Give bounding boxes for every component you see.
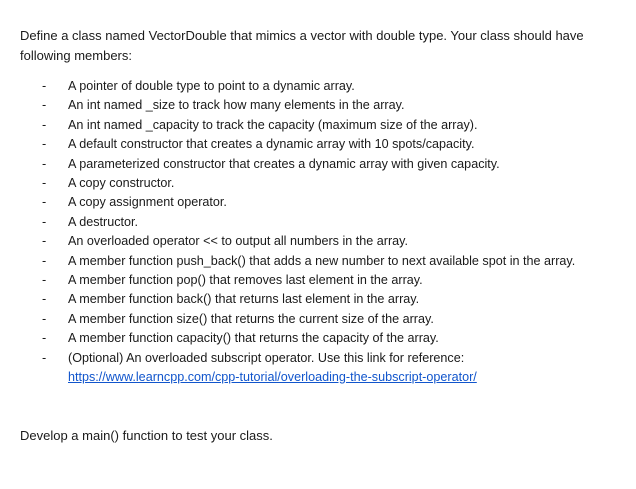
bullet-dash: -: [42, 214, 47, 229]
list-item: - An overloaded operator << to output all numbers in the array.: [20, 232, 626, 251]
bullet-dash: -: [42, 273, 47, 288]
list-item-optional: [20, 349, 626, 388]
bullet-dash: -: [42, 79, 47, 93]
list-item: - A member function size() that returns the current size of the array.: [20, 310, 626, 329]
list-item: - An int named _size to track how many elements in the array.: [20, 96, 626, 115]
intro-paragraph: Define a class named VectorDouble that mimics a vector with double type. Your class should have following members:: [20, 28, 584, 63]
reference-link[interactable]: https://www.learncpp.com/cpp-tutorial/overloading-the-subscript-operator/: [68, 370, 477, 385]
list-item: - A member function push_back() that adds a new number to next available spot in the array.: [20, 252, 626, 271]
list-item: - A parameterized constructor that creates a dynamic array with given capacity.: [20, 155, 626, 174]
bullet-dash: -: [42, 311, 47, 326]
list-item: - A destructor.: [20, 213, 626, 232]
optional-item-text: (Optional) An overloaded subscript operator. Use this link for reference:: [68, 350, 465, 365]
list-item: - A member function capacity() that returns the capacity of the array.: [20, 329, 626, 348]
bullet-dash: -: [42, 350, 47, 365]
bullet-dash: -: [42, 156, 47, 171]
bullet-dash: -: [42, 195, 47, 210]
bullet-dash: -: [42, 137, 47, 152]
bullet-dash: -: [42, 176, 47, 191]
bullet-dash: -: [42, 292, 47, 307]
list-item: - A default constructor that creates a dynamic array with 10 spots/capacity.: [20, 135, 626, 154]
bullet-dash: -: [42, 117, 47, 132]
bullet-dash: -: [42, 98, 47, 113]
bullet-dash: -: [42, 234, 47, 249]
list-item: - An int named _capacity to track the capacity (maximum size of the array).: [20, 116, 626, 135]
bullet-dash: -: [42, 331, 47, 346]
list-item: - A copy assignment operator.: [20, 193, 626, 212]
list-item: - A member function pop() that removes last element in the array.: [20, 271, 626, 290]
bullet-dash: -: [42, 253, 47, 268]
outro-paragraph: Develop a main() function to test your class.: [20, 428, 273, 443]
list-item: - A pointer of double type to point to a dynamic array.: [20, 77, 626, 96]
members-list: [20, 77, 626, 388]
list-item: - A copy constructor.: [20, 174, 626, 193]
list-item: - A member function back() that returns last element in the array.: [20, 290, 626, 309]
